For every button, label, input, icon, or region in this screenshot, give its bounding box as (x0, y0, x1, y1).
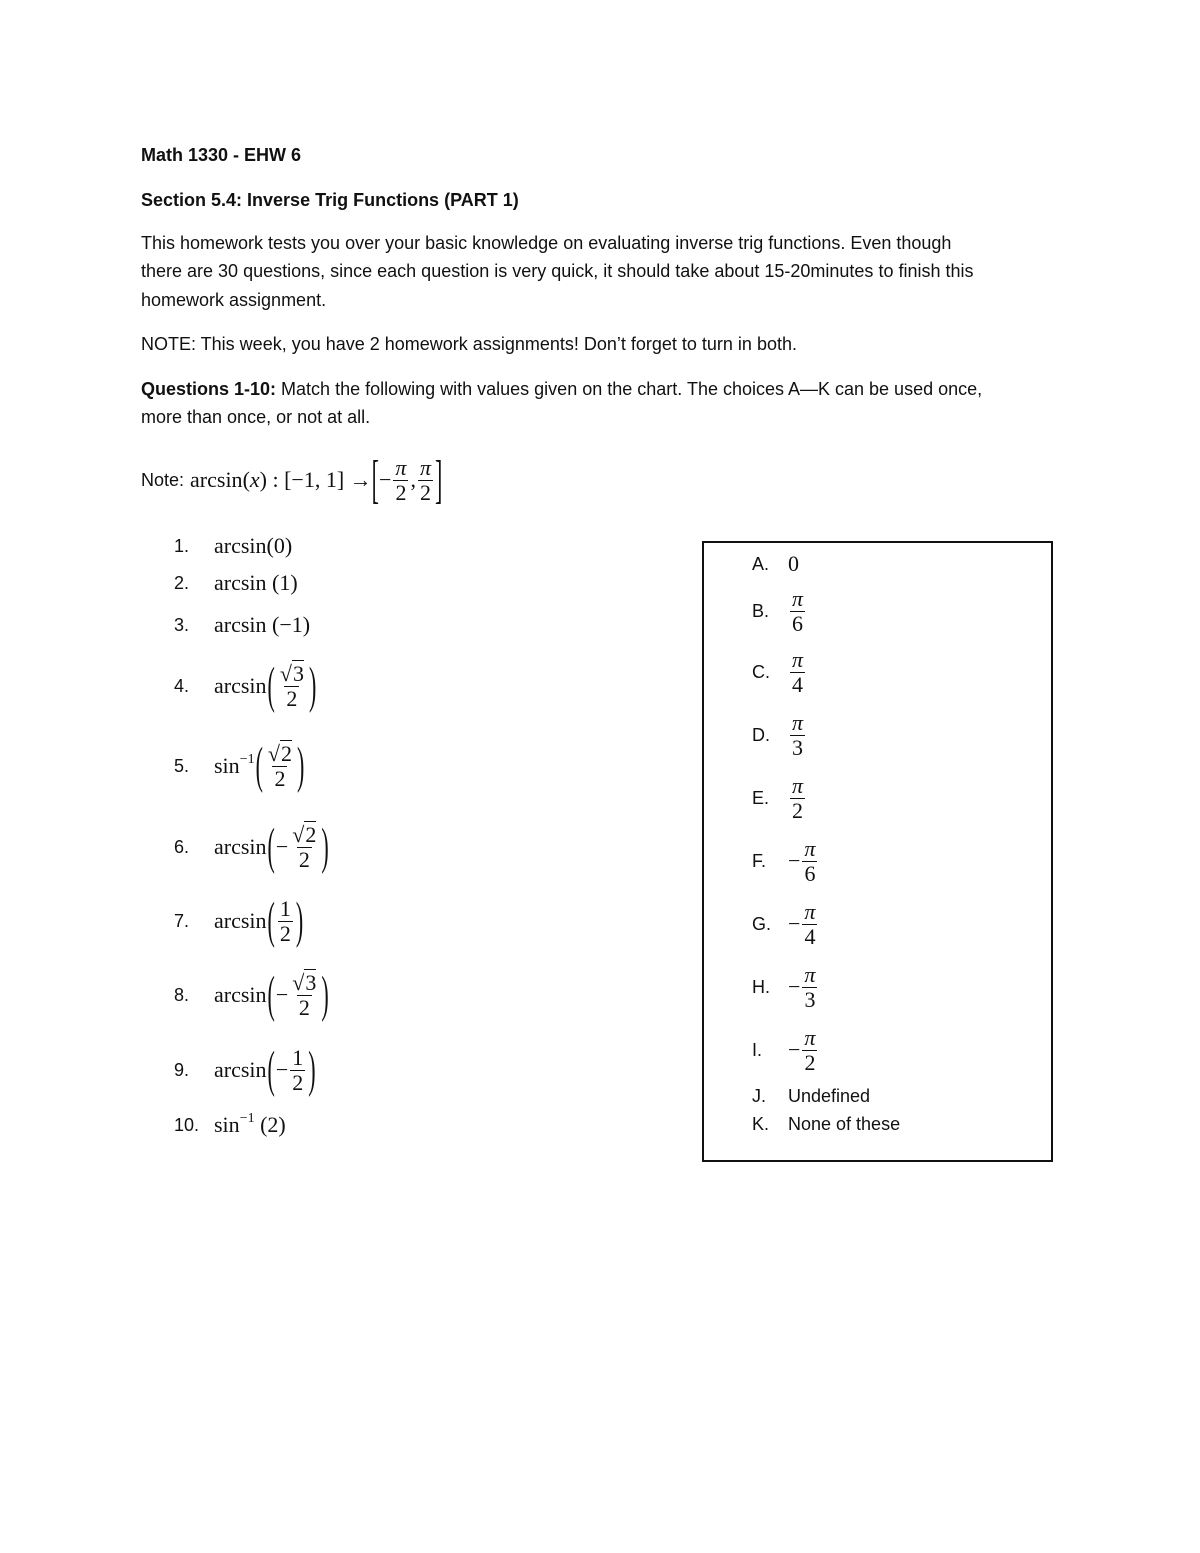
question-expression: arcsin ( − $\frac{√3}{2}$ ) (214, 965, 329, 1023)
answer-letter: F. (752, 850, 767, 871)
answer-letter: I. (752, 1039, 763, 1060)
question-item (174, 563, 298, 603)
question-expression: arcsin ( − $\frac{√2}{2}$ ) (214, 817, 329, 875)
note-comma: , (410, 467, 416, 492)
answer-choice (752, 544, 799, 584)
answer-letter: B. (752, 600, 770, 621)
answer-choice (752, 709, 807, 760)
question-number: 7. (174, 910, 190, 931)
question-expression: arcsin ( $\frac{1}{2}$ ) (214, 891, 304, 949)
question-expression: arcsin ( 0 ) (214, 533, 293, 558)
answer-choice (752, 646, 807, 697)
question-item (174, 891, 304, 949)
question-item (174, 656, 317, 714)
question-number: 10. (174, 1114, 200, 1135)
note-bracket-open: [ (371, 448, 379, 509)
question-item (174, 526, 292, 566)
intro-line-2: there are 30 questions, since each question is very quick, it should take about 15-20minutes to finish this (141, 261, 974, 281)
intro-line-3: homework assignment. (141, 290, 327, 310)
answer-choice (752, 1024, 819, 1075)
question-item (174, 817, 330, 875)
answer-value: − $\frac{\pi}{6}$ (788, 835, 816, 886)
question-number: 9. (174, 1059, 190, 1080)
questions-instruction-text: Match the following with values given on the chart. The choices A—K can be used once, (276, 379, 983, 399)
answer-value: − $\frac{\pi}{4}$ (788, 898, 816, 949)
question-expression: arcsin ( 1 ) (214, 570, 298, 595)
answer-value: None of these (788, 1113, 901, 1134)
answer-letter: C. (752, 661, 770, 682)
question-item (174, 965, 330, 1023)
question-item (174, 1105, 286, 1145)
question-number: 6. (174, 836, 190, 857)
question-expression: sin −1 ( $\frac{√2}{2}$ ) (214, 736, 305, 794)
answer-choice (752, 772, 807, 823)
intro-line-1: This homework tests you over your basic knowledge on evaluating inverse trig functions. Even though (141, 233, 952, 253)
answer-value: $\frac{\pi}{2}$ (792, 772, 804, 823)
question-expression: sin −1 ( 2 ) (214, 1111, 286, 1137)
answer-value: Undefined (788, 1085, 871, 1106)
note-range-low: $\frac{\pi}{2}$ (395, 454, 407, 505)
answer-letter: J. (752, 1085, 767, 1106)
answer-value: $\frac{\pi}{6}$ (792, 585, 804, 636)
question-item (174, 605, 310, 645)
note-label: Note: (141, 469, 185, 490)
answer-value: − $\frac{\pi}{2}$ (788, 1024, 816, 1075)
note-range-minus: − (379, 467, 392, 492)
question-number: 8. (174, 984, 190, 1005)
answer-choice (752, 961, 819, 1012)
question-item (174, 736, 305, 794)
question-number: 5. (174, 755, 190, 776)
question-number: 2. (174, 572, 190, 593)
questions-label: Questions 1-10: (141, 379, 277, 399)
section-heading: Section 5.4: Inverse Trig Functions (PART 1) (141, 190, 519, 210)
answer-letter: K. (752, 1113, 770, 1134)
answer-value: − $\frac{\pi}{3}$ (788, 961, 816, 1012)
note-range-high: $\frac{\pi}{2}$ (419, 454, 431, 505)
note-neg1: − (291, 467, 304, 492)
question-expression: arcsin ( − $\frac{1}{2}$ ) (214, 1040, 316, 1098)
note-line: NOTE: This week, you have 2 homework assignments! Don’t forget to turn in both. (141, 334, 797, 354)
answer-choice (752, 835, 819, 886)
note-paren-close: ) : [ (259, 467, 292, 492)
note-paren: ( (242, 467, 250, 492)
question-number: 1. (174, 535, 190, 556)
answer-letter: G. (752, 913, 772, 934)
questions-instruction-line-2: more than once, or not at all. (141, 407, 371, 427)
note-x: x (249, 467, 260, 492)
answer-letter: D. (752, 724, 770, 745)
questions-instruction-line-1 (141, 375, 982, 403)
answer-choice (752, 585, 807, 636)
question-number: 4. (174, 675, 190, 696)
note-bracket-close: ] (434, 448, 443, 509)
answer-letter: A. (752, 553, 770, 574)
question-expression: arcsin ( $\frac{√3}{2}$ ) (214, 656, 317, 714)
answer-value: 0 (788, 551, 799, 576)
answer-value: $\frac{\pi}{4}$ (792, 646, 804, 697)
answer-letter: H. (752, 976, 770, 997)
answer-value: $\frac{\pi}{3}$ (792, 709, 804, 760)
document-title: Math 1330 - EHW 6 (141, 145, 302, 165)
answer-letter: E. (752, 787, 770, 808)
question-number: 3. (174, 614, 190, 635)
question-item (174, 1040, 317, 1098)
answer-choice (752, 1104, 900, 1144)
answer-choice (752, 898, 819, 949)
note-domain-rest: 1, 1] → (303, 467, 372, 492)
note-arcsin: arcsin (190, 467, 243, 492)
arcsin-domain-note (141, 448, 443, 509)
question-expression: arcsin ( −1 ) (214, 612, 311, 637)
